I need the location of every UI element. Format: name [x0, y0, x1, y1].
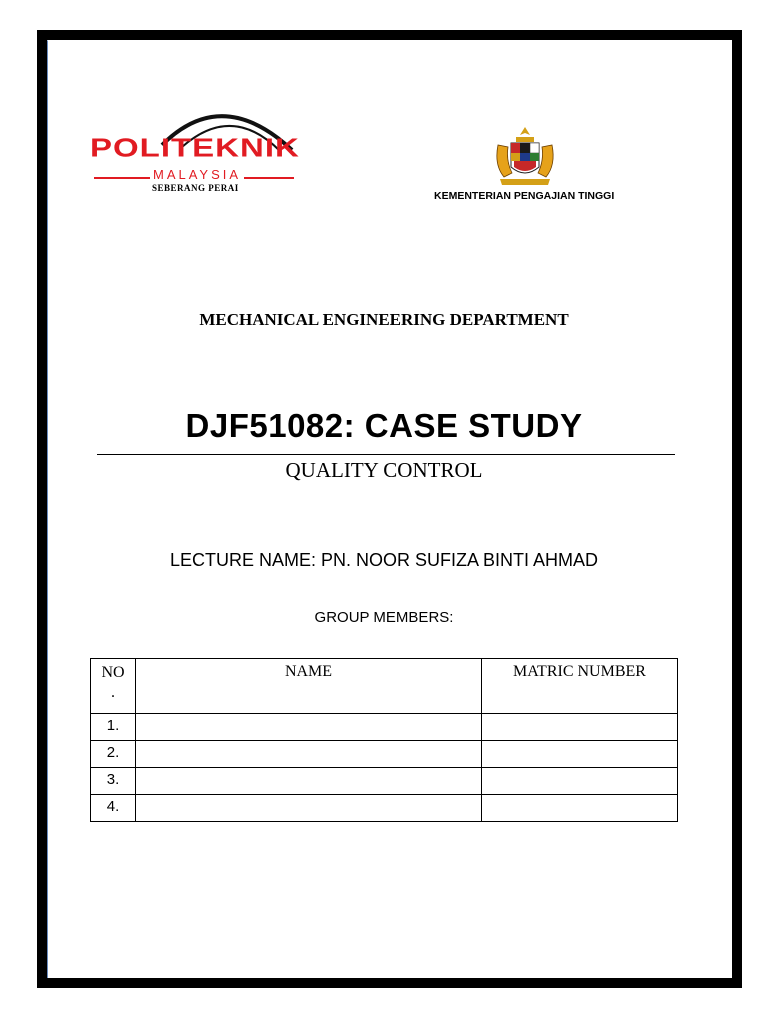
- ministry-name: KEMENTERIAN PENGAJIAN TINGGI: [434, 190, 615, 202]
- header-no-text: NO .: [101, 664, 125, 701]
- table-row: [91, 741, 678, 768]
- header-name: NAME: [136, 659, 482, 714]
- course-title: DJF51082: CASE STUDY: [185, 407, 583, 444]
- row-matric-cell[interactable]: [482, 795, 678, 822]
- row-matric-cell[interactable]: [482, 768, 678, 795]
- row-no: 3.: [91, 768, 136, 795]
- header-no: [91, 659, 136, 714]
- row-name-cell[interactable]: [136, 741, 482, 768]
- department-title: MECHANICAL ENGINEERING DEPARTMENT: [199, 310, 569, 329]
- row-name-cell[interactable]: [136, 714, 482, 741]
- group-members-label: GROUP MEMBERS:: [314, 609, 454, 626]
- lecturer-name: LECTURE NAME: PN. NOOR SUFIZA BINTI AHMAD: [169, 550, 599, 570]
- table-row: [91, 795, 678, 822]
- course-subtitle: QUALITY CONTROL: [285, 458, 483, 482]
- row-matric-cell[interactable]: [482, 714, 678, 741]
- row-no: 2.: [91, 741, 136, 768]
- logo-country: MALAYSIA: [150, 167, 244, 182]
- row-no: 1.: [91, 714, 136, 741]
- politeknik-logo: [90, 95, 305, 195]
- row-matric-cell[interactable]: [482, 741, 678, 768]
- title-divider: [97, 454, 675, 455]
- malaysia-coat-of-arms-icon: [492, 125, 558, 187]
- row-no: 4.: [91, 795, 136, 822]
- table-row: [91, 768, 678, 795]
- members-table: [90, 658, 678, 822]
- logo-campus: SEBERANG PERAI: [152, 183, 239, 193]
- row-name-cell[interactable]: [136, 795, 482, 822]
- table-row: [91, 714, 678, 741]
- logo-wordmark: POLITEKNIK: [90, 133, 300, 162]
- header-matric: MATRIC NUMBER: [482, 659, 678, 714]
- row-name-cell[interactable]: [136, 768, 482, 795]
- table-header-row: [91, 659, 678, 714]
